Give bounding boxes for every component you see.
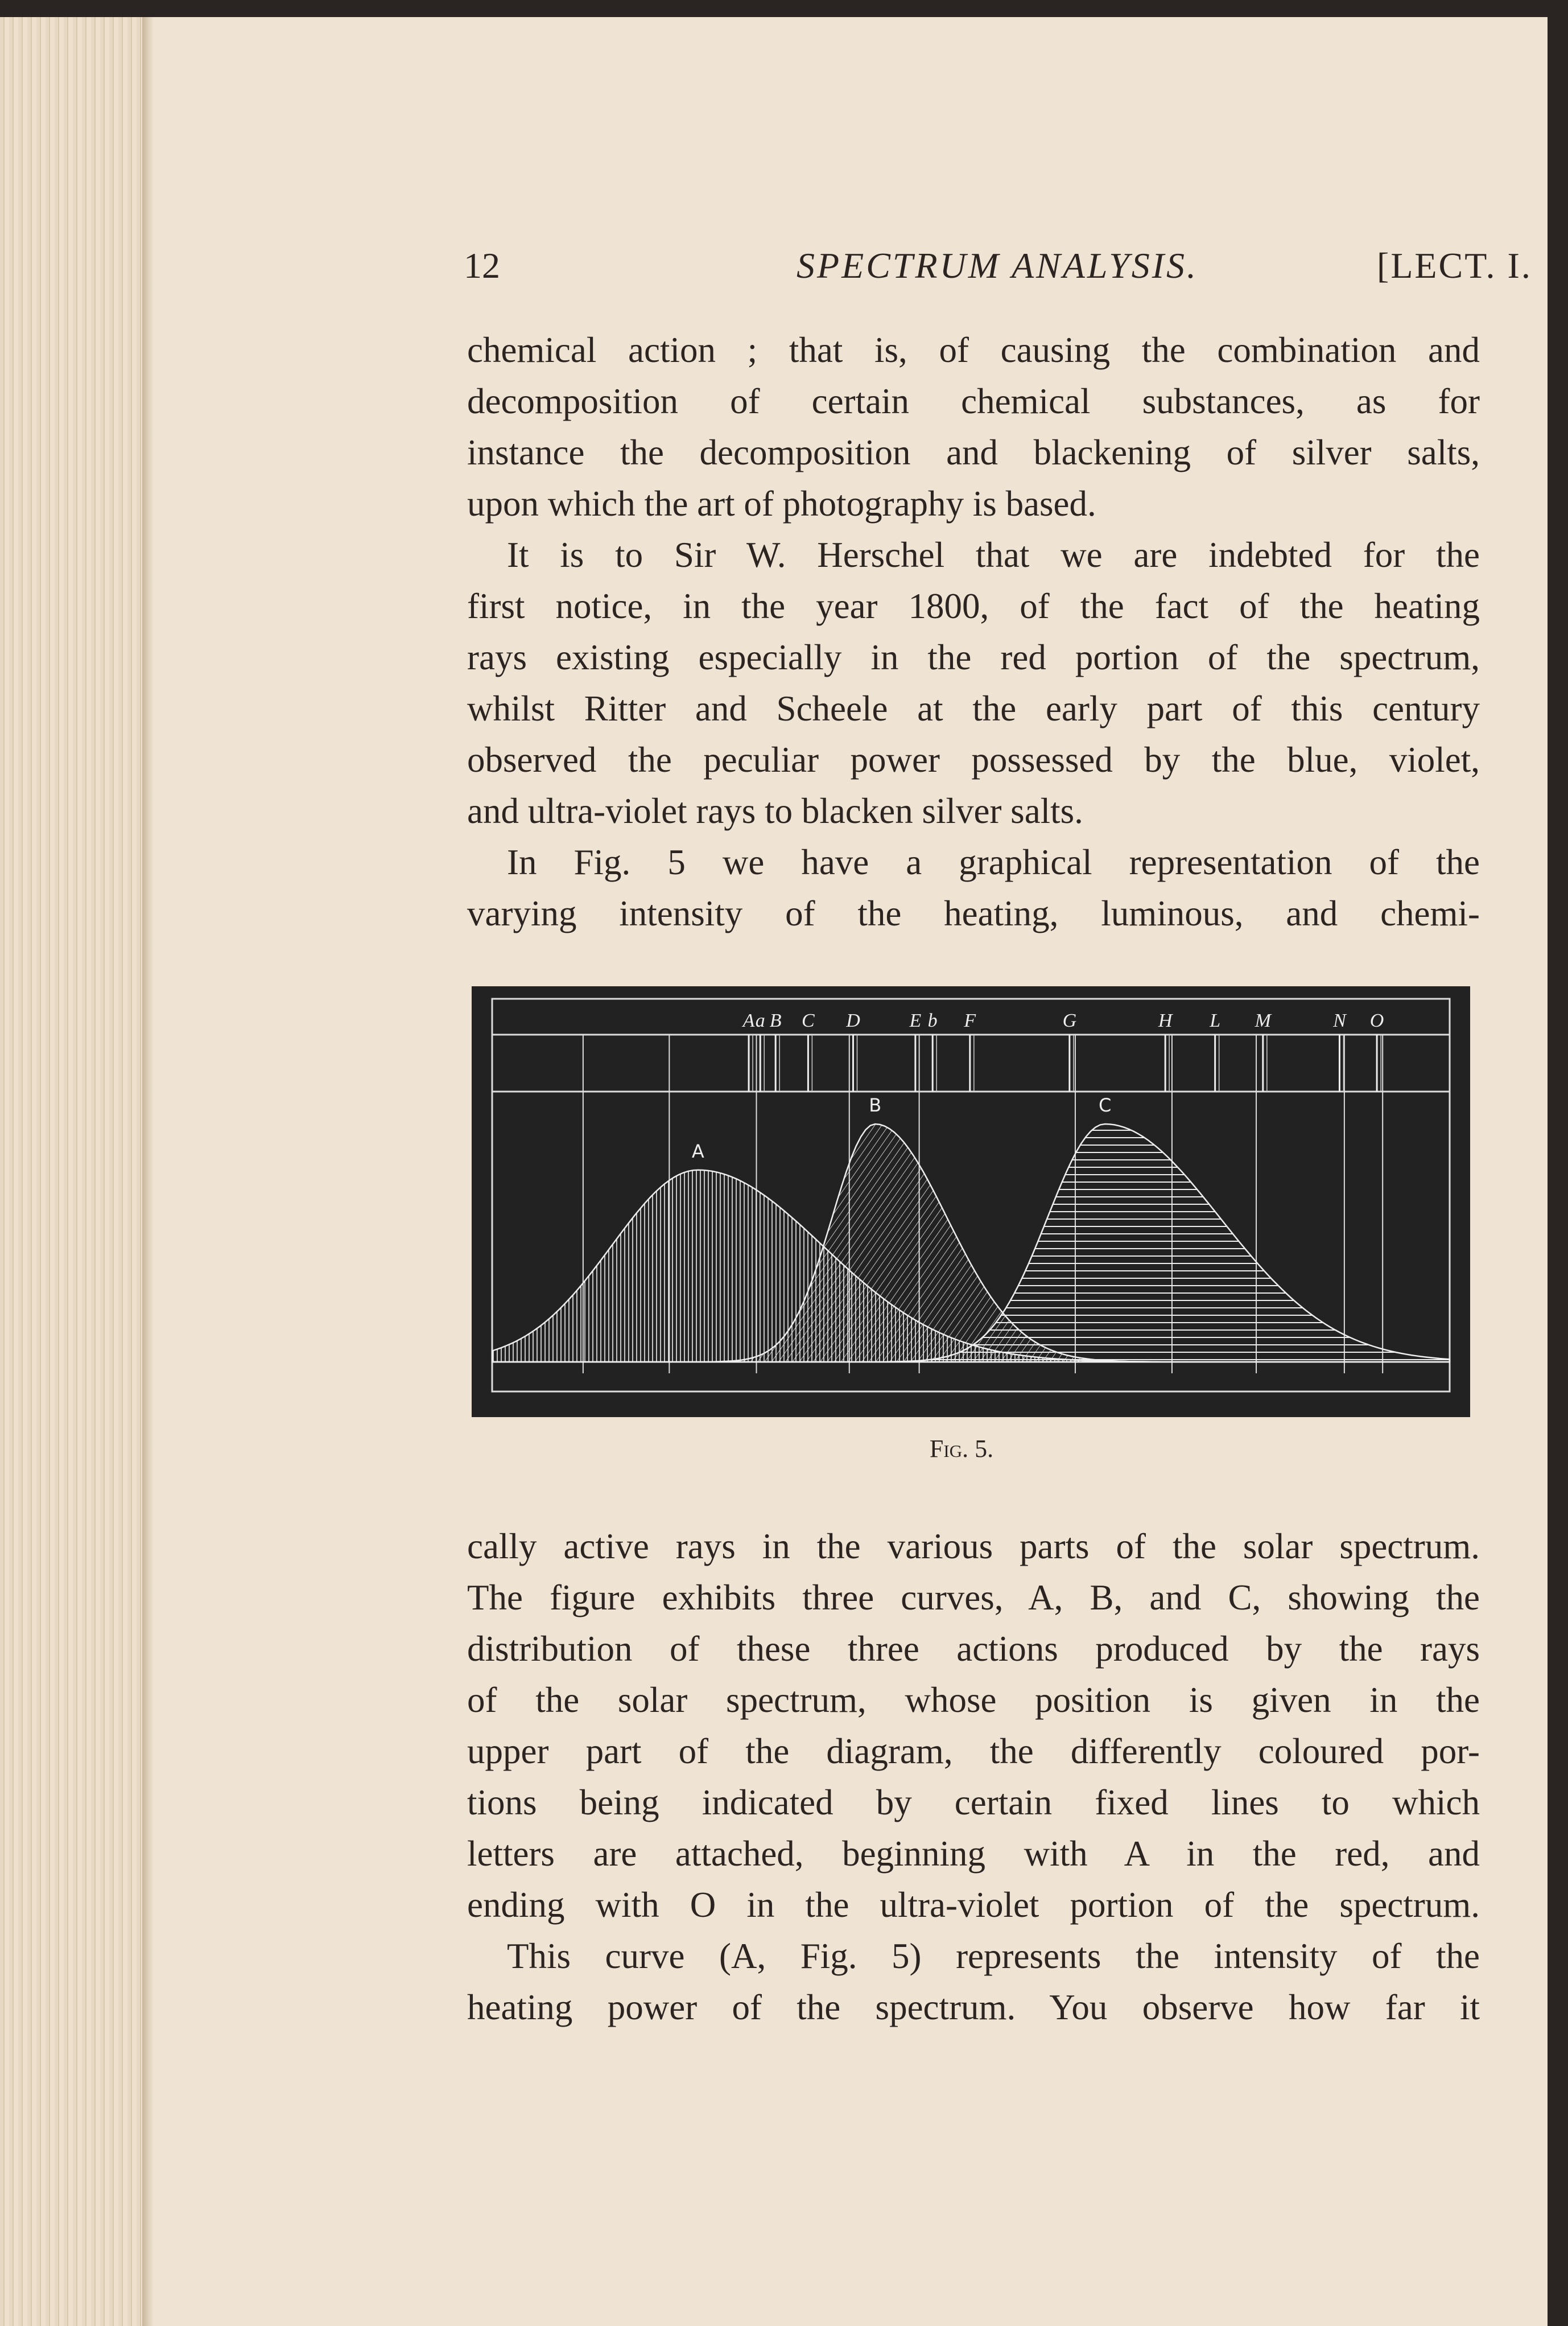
text-line: cally active rays in the various parts of the solar spectrum. [467,1526,1480,1566]
gutter-shadow [142,17,154,2326]
spectral-line-label: D [846,1010,860,1031]
text-line: of the solar spectrum, whose position is given in the [467,1680,1480,1720]
text-line: The figure exhibits three curves, A, B, and C, showing the [467,1578,1480,1617]
text-line: upper part of the diagram, the differently coloured por- [467,1731,1480,1771]
body-text-bottom [467,1521,1480,2033]
text-line: rays existing especially in the red portion of the spectrum, [467,637,1480,677]
spectral-line-label: M [1255,1010,1271,1031]
curve-label-C: C [1098,1094,1112,1116]
body-text-top [467,324,1480,939]
text-line: letters are attached, beginning with A in the red, and [467,1834,1480,1874]
text-line: decomposition of certain chemical substances, as for [467,381,1480,421]
text-line: instance the decomposition and blackening of silver salts, [467,433,1480,472]
spectral-line-label: B [769,1010,782,1031]
text-line: distribution of these three actions produced by the rays [467,1629,1480,1669]
text-line: varying intensity of the heating, luminous, and chemi- [467,894,1480,933]
section-label: [LECT. I. [1377,245,1532,286]
spectral-line-label: G [1062,1010,1077,1031]
spectral-line-label: b [927,1010,938,1031]
text-line: ending with O in the ultra-violet portion of the spectrum. [467,1885,1480,1925]
spectral-line-label: H [1158,1010,1173,1031]
text-line: tions being indicated by certain fixed lines to which [467,1782,1480,1822]
spectral-line-label: L [1210,1010,1221,1031]
text-line: This curve (A, Fig. 5) represents the intensity of the [507,1936,1480,1976]
figure-5-chart [472,986,1470,1417]
text-line: It is to Sir W. Herschel that we are indebted for the [507,535,1480,575]
page-number: 12 [464,245,500,286]
spectral-line-label: A [742,1010,755,1031]
text-line: heating power of the spectrum. You observe how far it [467,1987,1480,2027]
text-line: whilst Ritter and Scheele at the early part of this century [467,689,1480,728]
page-edges [0,17,148,2326]
spectral-line-label: N [1333,1010,1346,1031]
text-line: In Fig. 5 we have a graphical representation of the [507,842,1480,882]
text-line: upon which the art of photography is based. [467,484,1096,524]
running-title: SPECTRUM ANALYSIS. [797,245,1199,286]
text-line: chemical action ; that is, of causing the combination and [467,330,1480,370]
figure-caption: Fig. 5. [929,1435,994,1463]
spectral-line-label: C [802,1010,815,1031]
text-line: first notice, in the year 1800, of the fact of the heating [467,586,1480,626]
spectral-line-label: a [755,1010,765,1031]
spectral-line-label: E [909,1010,922,1031]
spectral-line-label: F [964,1010,976,1031]
curve-label-B: B [869,1094,882,1116]
text-line: observed the peculiar power possessed by the blue, violet, [467,740,1480,780]
spectral-line-label: O [1369,1010,1384,1031]
curve-label-A: A [691,1140,704,1162]
text-line: and ultra-violet rays to blacken silver salts. [467,791,1083,831]
